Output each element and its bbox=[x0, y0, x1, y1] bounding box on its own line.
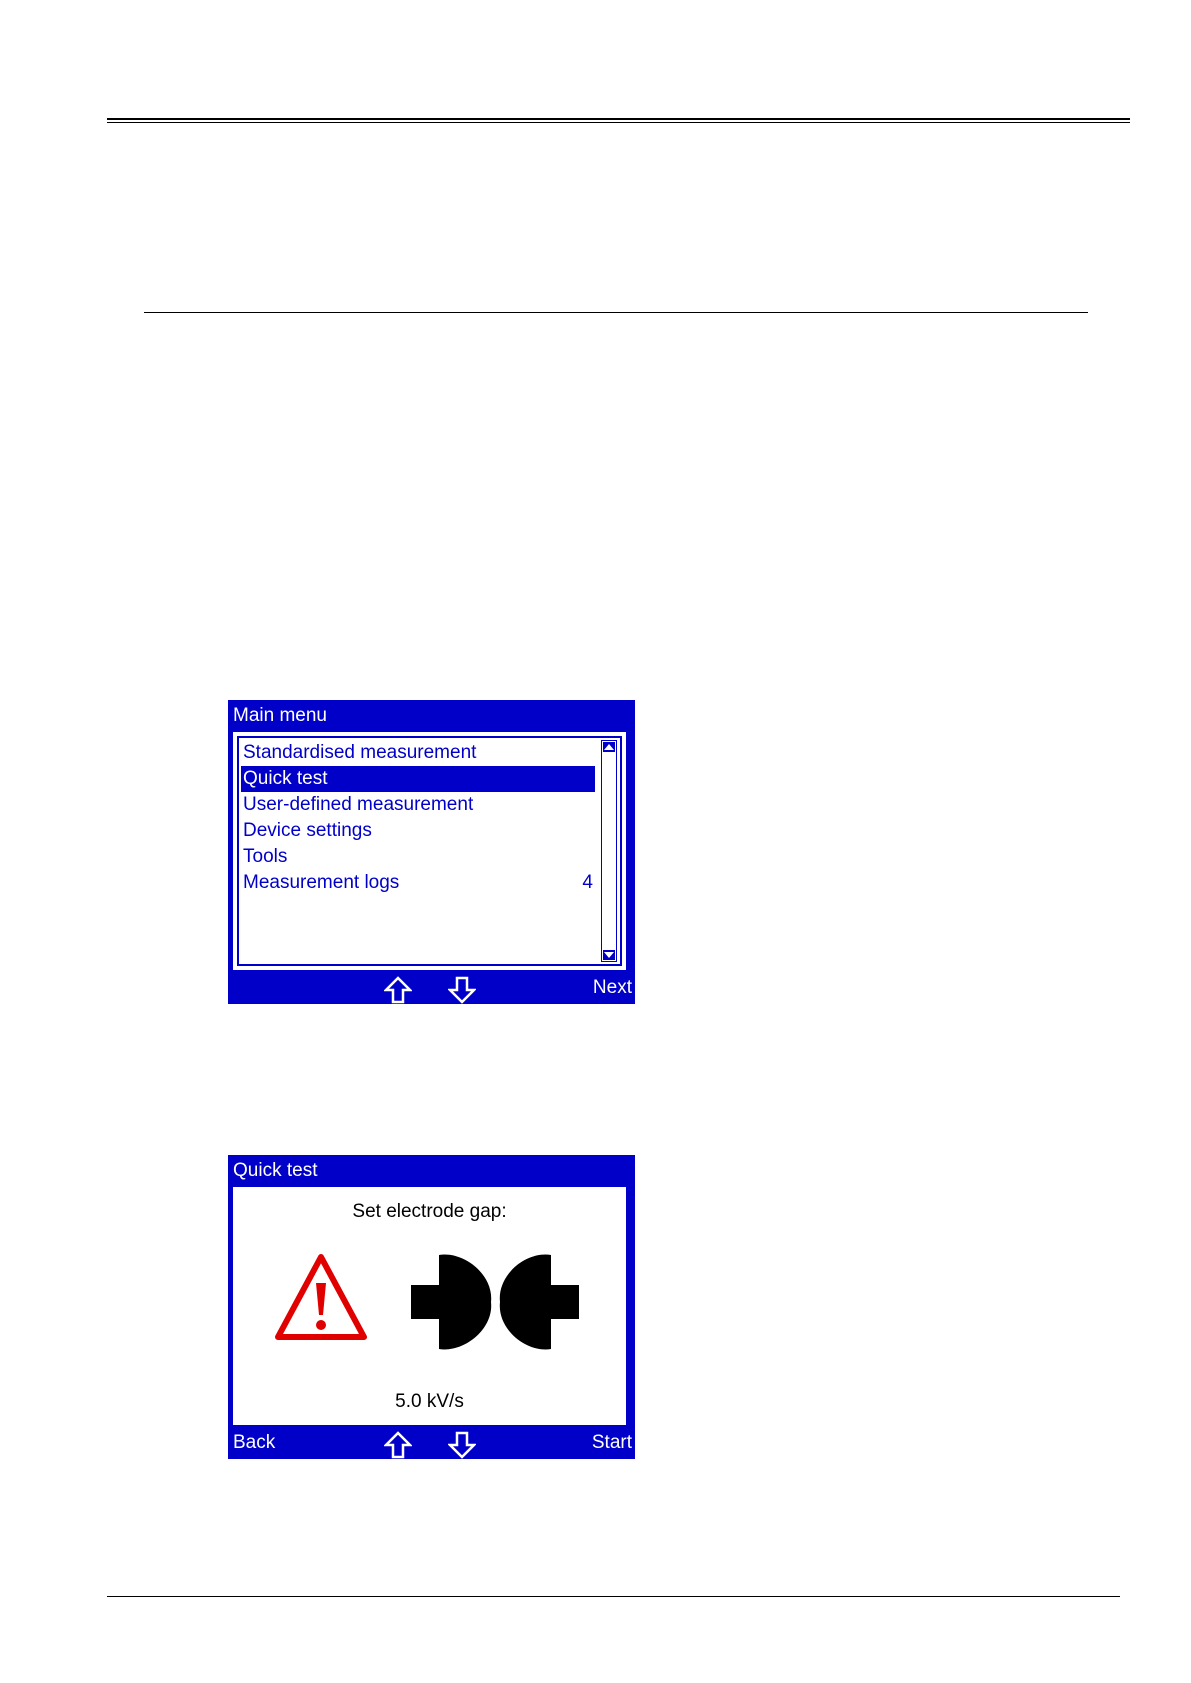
menu-item-label: Standardised measurement bbox=[243, 742, 477, 763]
menu-item-standardised-measurement[interactable] bbox=[241, 740, 595, 766]
softkey-bar bbox=[228, 974, 635, 1004]
menu-item-device-settings[interactable] bbox=[241, 818, 595, 844]
quick-test-panel bbox=[233, 1187, 626, 1425]
arrow-up-icon[interactable] bbox=[384, 1431, 412, 1459]
header-rule-thin bbox=[107, 122, 1130, 123]
arrow-down-icon[interactable] bbox=[448, 1431, 476, 1459]
menu-item-quick-test[interactable] bbox=[241, 766, 595, 792]
screen-title: Quick test bbox=[233, 1160, 318, 1181]
menu-item-measurement-logs[interactable] bbox=[241, 870, 595, 896]
screen-title: Main menu bbox=[233, 705, 327, 726]
header-rule bbox=[107, 118, 1130, 120]
voltage-rate: 5.0 kV/s bbox=[395, 1391, 464, 1412]
arrow-down-icon[interactable] bbox=[448, 976, 476, 1004]
footer-rule bbox=[107, 1596, 1120, 1597]
scroll-up-icon[interactable] bbox=[603, 742, 615, 752]
scrollbar[interactable] bbox=[601, 740, 617, 962]
menu-panel bbox=[233, 732, 626, 970]
menu-item-label: Device settings bbox=[243, 820, 372, 841]
menu-item-label: Tools bbox=[243, 846, 288, 867]
scroll-down-icon[interactable] bbox=[603, 950, 615, 960]
menu-item-tools[interactable] bbox=[241, 844, 595, 870]
section-rule bbox=[144, 312, 1088, 313]
main-menu-screen bbox=[228, 700, 635, 1004]
menu-item-label: User-defined measurement bbox=[243, 794, 474, 815]
start-button[interactable]: Start bbox=[591, 1432, 632, 1453]
menu-item-label: Quick test bbox=[243, 768, 328, 789]
menu-item-user-defined-measurement[interactable] bbox=[241, 792, 595, 818]
menu-panel-inner bbox=[237, 736, 622, 966]
electrode-gap-prompt: Set electrode gap: bbox=[352, 1201, 507, 1222]
menu-item-count: 4 bbox=[582, 872, 593, 893]
menu-list bbox=[241, 740, 595, 896]
back-button[interactable]: Back bbox=[233, 1432, 276, 1453]
warning-icon bbox=[273, 1251, 369, 1343]
quick-test-content bbox=[235, 1189, 624, 1423]
electrode-icon bbox=[409, 1247, 581, 1357]
softkey-bar bbox=[228, 1429, 635, 1459]
menu-item-label: Measurement logs bbox=[243, 872, 400, 893]
quick-test-screen bbox=[228, 1155, 635, 1459]
next-button[interactable]: Next bbox=[592, 977, 632, 998]
arrow-up-icon[interactable] bbox=[384, 976, 412, 1004]
